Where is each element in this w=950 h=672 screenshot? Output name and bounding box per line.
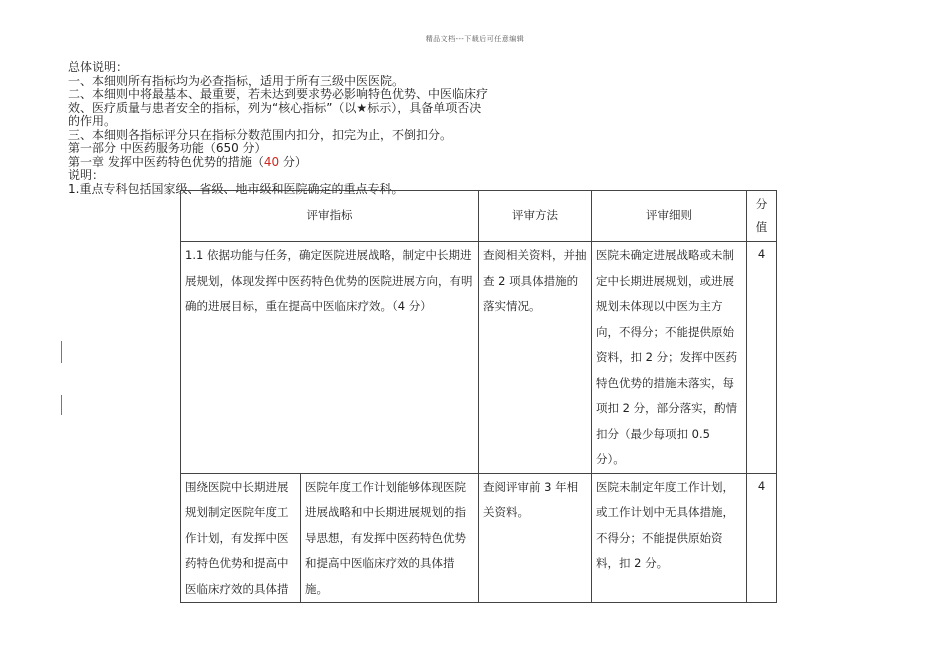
general-notes (68, 61, 488, 196)
row1-indicator: 1.1 依据功能与任务，确定医院进展战略，制定中长期进展规划，体现发挥中医药特色优势的医院进展方向，有明确的进展目标，重在提高中医临床疗效。（4 分） (181, 242, 479, 474)
row2-indicator-b: 医院年度工作计划能够体现医院进展战略和中长期进展规划的指导思想，有发挥中医药特色优势和提高中医临床疗效的具体措施。 (301, 473, 479, 603)
row1-score: 4 (747, 242, 777, 474)
part-title: 第一部分 中医药服务功能（650 分） (68, 141, 267, 155)
row1-detail: 医院未确定进展战略或未制定中长期进展规划，或进展规划未体现以中医为主方向，不得分；不能提供原始资料，扣 2 分；发挥中医药特色优势的措施未落实，每项扣 2 分，部分落实，酌情扣分（最少每项扣 0.5 分）。 (592, 242, 747, 474)
evaluation-table (180, 190, 777, 603)
page-header-note: 精品文档---下载后可任意编辑 (425, 35, 525, 43)
row2-method: 查阅评审前 3 年相关资料。 (479, 473, 592, 603)
chapter-score: 40 (263, 154, 280, 169)
header-method: 评审方法 (479, 191, 592, 242)
header-score: 分值 (747, 191, 777, 242)
row2-score: 4 (747, 473, 777, 603)
table-header-row (181, 191, 777, 242)
row1-method: 查阅相关资料，并抽查 2 项具体措施的落实情况。 (479, 242, 592, 474)
row2-detail: 医院未制定年度工作计划，或工作计划中无具体措施，不得分；不能提供原始资料，扣 2 分。 (592, 473, 747, 603)
row2-indicator-a: 围绕医院中长期进展规划制定医院年度工作计划，有发挥中医药特色优势和提高中医临床疗效的具体措 (181, 473, 301, 603)
chapter-title: 第一章 发挥中医药特色优势的措施（40 分） (68, 154, 307, 169)
table-row (181, 473, 777, 603)
notes-heading: 总体说明： (68, 60, 129, 74)
note-item-2: 二、本细则中将最基本、最重要，若未达到要求势必影响特色优势、中医临床疗效、医疗质量与患者安全的指标，列为“核心指标”（以★标示），具备单项否决的作用。 (68, 87, 489, 128)
note-item-3: 三、本细则各指标评分只在指标分数范围内扣分，扣完为止，不倒扣分。 (68, 127, 453, 142)
header-detail: 评审细则 (592, 191, 747, 242)
note-item-1: 一、本细则所有指标均为必查指标，适用于所有三级中医医院。 (68, 73, 405, 88)
note-detail-1: 1.重点专科包括国家级、省级、地市级和医院确定的重点专科。 (68, 181, 404, 196)
margin-mark (61, 395, 62, 415)
margin-mark (61, 341, 62, 363)
header-indicator: 评审指标 (181, 191, 479, 242)
table-row (181, 242, 777, 474)
note-label: 说明： (68, 168, 105, 182)
